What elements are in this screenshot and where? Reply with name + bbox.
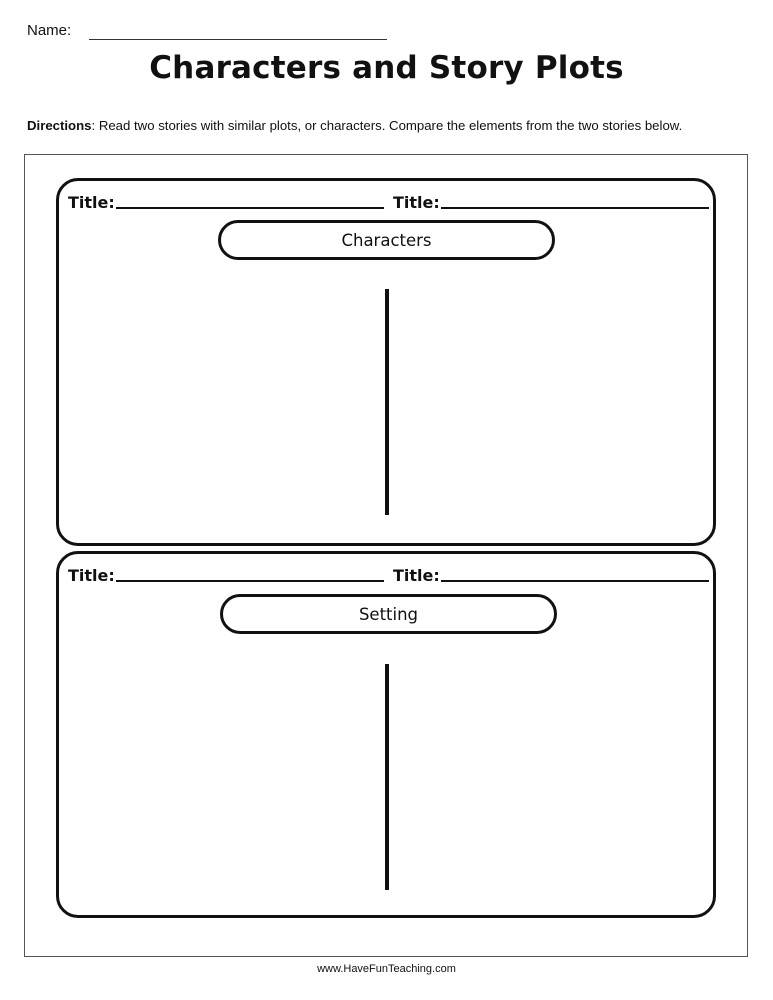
footer-url: www.HaveFunTeaching.com [317, 963, 456, 975]
title-blank-line[interactable] [116, 207, 384, 209]
characters-heading: Characters [218, 220, 555, 260]
title-label: Title: [393, 193, 440, 212]
setting-panel [56, 551, 716, 918]
title-label: Title: [68, 193, 115, 212]
directions-label: Directions [27, 118, 92, 133]
story-1-title-field[interactable] [68, 566, 384, 585]
name-label: Name: [27, 22, 72, 39]
story-2-title-field[interactable] [393, 193, 709, 212]
story-2-title-field[interactable] [393, 566, 709, 585]
page-title: Characters and Story Plots [149, 50, 624, 86]
directions [27, 117, 747, 134]
comparison-divider [385, 664, 389, 890]
title-blank-line[interactable] [116, 580, 384, 582]
directions-text: : Read two stories with similar plots, or characters. Compare the elements from the two stories below. [91, 118, 683, 133]
name-blank-line[interactable] [89, 39, 387, 40]
setting-heading: Setting [220, 594, 557, 634]
title-blank-line[interactable] [441, 207, 709, 209]
story-1-title-field[interactable] [68, 193, 384, 212]
title-label: Title: [393, 566, 440, 585]
characters-panel [56, 178, 716, 546]
comparison-divider [385, 289, 389, 515]
title-blank-line[interactable] [441, 580, 709, 582]
title-label: Title: [68, 566, 115, 585]
